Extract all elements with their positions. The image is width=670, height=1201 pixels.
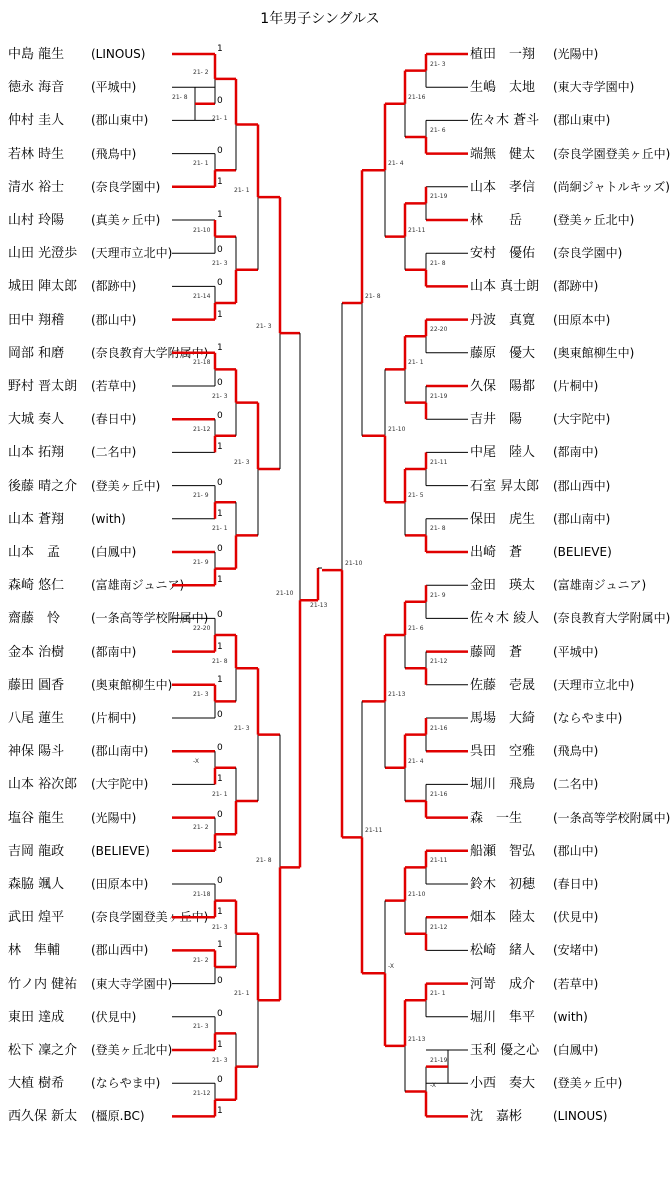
player-name: 吉岡 龍政 [8,843,65,859]
player-name: 武田 煌平 [8,910,65,926]
match-score: 21- 2 [193,957,209,964]
player-name: 野村 晋太朗 [8,379,78,394]
match-score: 21-16 [430,791,448,798]
loser-mark: 0 [217,145,223,156]
match-score: 21- 3 [212,392,228,400]
match-score: 21- 3 [256,323,272,331]
player-name: 山村 玲陽 [8,213,65,228]
player-name: 東田 達成 [8,1009,65,1025]
player-affiliation: (尚絅ジャトルキッズ) [553,179,670,194]
match-score: 21-10 [345,560,363,568]
player-affiliation: (飛鳥中) [553,744,599,759]
player-name: 中尾 陸人 [470,445,536,461]
player-affiliation: (天理市立北中) [553,677,635,692]
match-score: 21-12 [193,425,211,433]
loser-mark: 0 [217,411,223,422]
player-name: 堀川 隼平 [470,1009,536,1025]
player-name: 城田 陣太郎 [8,279,78,295]
match-score: 21-16 [430,724,448,732]
player-affiliation: (天理市立北中) [91,246,173,261]
player-affiliation: (奈良教育大学附属中) [553,611,670,626]
player-affiliation: (光陽中) [553,47,599,61]
player-name: 河嵜 成介 [470,976,536,992]
match-score: -X [193,757,199,765]
player-name: 林 岳 [470,213,523,228]
player-affiliation: (BELIEVE) [91,843,150,858]
match-score: 21- 1 [234,990,250,998]
player-affiliation: (奈良学園中) [553,246,623,261]
player-name: 沈 嘉彬 [470,1109,523,1125]
player-name: 森脇 颯人 [8,877,65,892]
match-score: 21- 6 [430,127,446,134]
player-name: 畑本 陸太 [470,910,536,926]
player-name: 丹波 真寛 [470,312,536,328]
player-affiliation: (LINOUS) [91,47,146,61]
match-score: -X [430,1081,436,1089]
player-name: 田中 翔稽 [8,312,65,328]
match-score: 21- 4 [408,757,424,765]
match-score: 21-12 [430,658,448,666]
loser-mark: 0 [217,1075,223,1086]
player-affiliation: (LINOUS) [553,1109,608,1124]
match-score: 21-16 [408,93,426,101]
player-name: 安村 優佑 [470,246,536,262]
match-score: 21- 3 [193,1023,209,1031]
player-affiliation: (富雄南ジュニア) [553,578,647,593]
player-affiliation: (片桐中) [91,711,137,725]
player-name: 森崎 悠仁 [8,578,65,594]
player-name: 神保 陽斗 [8,744,65,760]
player-affiliation: (東大寺学園中) [91,976,173,991]
player-name: 塩谷 龍生 [8,810,65,826]
match-score: 21- 1 [408,359,424,367]
match-score: 21- 8 [430,259,446,267]
loser-mark: 0 [217,743,223,754]
match-score: 21-10 [193,226,211,234]
player-name: 生嶋 太地 [470,80,536,96]
player-name: 藤岡 蒼 [470,644,523,660]
player-affiliation: (伏見中) [91,1009,137,1024]
match-score: 21-12 [430,923,448,931]
winner-mark: 1 [217,342,223,353]
player-name: 松下 凜之介 [8,1043,78,1058]
player-name: 清水 裕士 [8,179,65,195]
player-name: 吉井 陽 [470,412,523,428]
match-score: 21- 1 [193,160,209,168]
winner-mark: 1 [217,508,223,519]
player-name: 八尾 蓮生 [8,711,65,726]
loser-mark: 0 [217,378,223,388]
player-name: 山本 裕次郎 [8,777,78,793]
player-affiliation: (奥東館柳生中) [553,345,635,360]
player-affiliation: (登美ヶ丘中) [553,1076,623,1091]
page-title: 1年男子シングルス [260,11,380,27]
winner-mark: 1 [217,674,223,685]
player-affiliation: (真美ヶ丘中) [91,213,161,227]
loser-mark: 0 [217,1008,223,1019]
match-score: 21- 1 [212,525,228,533]
match-score: 21- 3 [212,1056,228,1064]
player-name: 馬場 大綺 [470,711,536,726]
match-score: 21-11 [430,459,448,466]
match-score: 21- 1 [212,791,228,798]
player-affiliation: (若草中) [91,379,137,393]
match-score: 21-13 [388,691,406,699]
match-score: 21-11 [365,827,383,835]
player-name: 山本 孟 [8,545,61,560]
player-affiliation: (伏見中) [553,910,599,925]
player-affiliation: (郡山西中) [91,943,149,958]
player-affiliation: (平城中) [91,80,137,95]
match-score: 21-19 [430,392,448,400]
match-score: 21- 8 [430,525,446,533]
player-affiliation: (東大寺学園中) [553,80,635,95]
match-score: 21- 9 [193,492,209,500]
winner-mark: 1 [217,840,223,851]
player-affiliation: (都跡中) [91,279,137,294]
player-affiliation: (奈良学園登美ヶ丘中) [553,146,670,161]
match-score: 21-11 [430,857,448,865]
winner-mark: 1 [217,210,223,220]
player-affiliation: (BELIEVE) [553,545,612,559]
winner-mark: 1 [217,907,223,918]
match-score: 21-18 [193,359,211,367]
player-name: 中島 龍生 [8,47,65,62]
player-name: 玉利 優之心 [470,1043,540,1058]
winner-mark: 1 [217,309,223,320]
match-score: 22-20 [430,326,448,334]
player-name: 佐々木 綾人 [470,611,540,627]
player-affiliation: (郡山南中) [553,511,611,526]
player-name: 山田 光澄歩 [8,246,78,262]
winner-mark: 1 [217,575,223,586]
match-score: 21- 8 [212,658,228,666]
match-score: 21- 1 [430,990,446,998]
player-affiliation: (春日中) [91,412,137,427]
player-name: 徳永 海音 [8,80,65,96]
match-score: 21- 3 [234,724,250,732]
match-score: 21- 8 [172,93,188,101]
loser-mark: 0 [217,544,223,554]
match-score: 21-10 [276,590,294,598]
player-name: 山本 蒼翔 [8,511,65,527]
player-name: 山本 真士朗 [470,279,540,295]
player-name: 呉田 空雅 [470,744,536,760]
player-affiliation: (若草中) [553,976,599,991]
player-name: 植田 一翔 [470,47,536,62]
player-name: 小西 奏大 [470,1076,536,1092]
player-affiliation: (郡山中) [91,312,137,327]
final-score: 21-13 [310,602,328,609]
match-score: 21-11 [408,226,426,234]
player-affiliation: (田原本中) [553,312,611,327]
player-affiliation: (登美ヶ丘北中) [91,1043,173,1057]
player-affiliation: (都南中) [91,644,137,659]
winner-mark: 1 [217,44,223,54]
player-name: 竹ノ内 健祐 [8,976,78,992]
match-score: 21-10 [388,425,406,433]
player-name: 石室 昇太郎 [470,478,540,494]
match-score: 21- 1 [234,187,250,195]
player-affiliation: (ならやま中) [553,711,623,725]
match-score: 21-14 [193,293,211,300]
player-affiliation: (郡山西中) [553,478,611,493]
player-affiliation: (飛鳥中) [91,146,137,161]
player-affiliation: (ならやま中) [91,1076,161,1091]
match-score: 21- 2 [193,824,209,832]
player-name: 大植 樹希 [8,1076,65,1092]
player-affiliation: (登美ヶ丘北中) [553,213,635,227]
match-score: 21- 8 [365,293,381,300]
loser-mark: 0 [217,477,223,488]
player-affiliation: (橿原.BC) [91,1109,145,1124]
player-affiliation: (安堵中) [553,943,599,958]
loser-mark: 0 [217,809,223,820]
player-affiliation: (片桐中) [553,379,599,393]
match-score: 21- 4 [388,160,404,168]
player-affiliation: (大宇陀中) [91,777,149,792]
player-name: 西久保 新太 [8,1109,78,1125]
player-name: 堀川 飛鳥 [470,777,536,793]
player-name: 端無 健太 [470,146,536,162]
loser-mark: 0 [217,975,223,986]
player-affiliation: (郡山南中) [91,744,149,759]
player-name: 保田 虎生 [470,511,536,527]
match-score: 21- 8 [256,857,272,865]
player-name: 藤田 圓香 [8,677,65,693]
player-name: 佐藤 壱晟 [470,677,536,693]
player-name: 久保 陽都 [470,379,536,394]
player-affiliation: (郡山東中) [553,113,611,128]
player-name: 船瀬 智弘 [470,843,536,859]
match-score: 21- 9 [430,591,446,599]
match-score: 21-18 [193,890,211,898]
player-affiliation: (奥東館柳生中) [91,677,173,692]
player-name: 佐々木 蒼斗 [470,113,540,129]
player-name: 藤原 優大 [470,345,536,361]
loser-mark: 0 [217,278,223,289]
player-affiliation: (春日中) [553,877,599,891]
player-name: 仲村 圭人 [8,113,65,129]
match-score: 21-10 [408,890,426,898]
player-name: 岡部 和磨 [8,345,65,361]
loser-mark: 0 [217,610,223,621]
player-name: 出崎 蒼 [470,545,523,560]
player-name: 齋藤 怜 [8,611,61,627]
match-score: 21- 1 [212,114,228,122]
player-name: 森 一生 [470,810,523,826]
player-affiliation: (都跡中) [553,279,599,294]
player-name: 金本 治樹 [8,644,65,660]
player-affiliation: (大宇陀中) [553,412,611,427]
winner-mark: 1 [217,1106,223,1117]
match-score: 21- 2 [193,68,209,76]
player-name: 林 隼輔 [8,943,61,959]
player-affiliation: (平城中) [553,644,599,659]
winner-mark: 1 [217,1040,223,1050]
player-affiliation: (with) [553,1009,588,1024]
loser-mark: 0 [217,876,223,886]
player-affiliation: (with) [91,511,126,526]
match-score: 21- 3 [234,459,250,466]
player-affiliation: (白鳳中) [553,1043,599,1057]
winner-mark: 1 [217,774,223,785]
player-affiliation: (奈良学園登美ヶ丘中) [91,910,209,925]
player-name: 後藤 晴之介 [8,478,78,494]
loser-mark: 0 [217,245,223,256]
player-name: 鈴木 初穂 [470,877,536,892]
match-score: 21- 9 [193,558,209,566]
match-score: 21- 6 [408,625,424,632]
match-score: 21-19 [430,193,448,201]
player-affiliation: (都南中) [553,445,599,460]
player-name: 松崎 緒人 [470,943,536,959]
player-affiliation: (登美ヶ丘中) [91,478,161,493]
player-name: 若林 時生 [8,146,65,162]
player-affiliation: (二名中) [91,445,137,460]
match-score: 21- 5 [408,492,424,500]
match-score: 21- 3 [193,691,209,699]
player-affiliation: (田原本中) [91,877,149,891]
match-score: 21-13 [408,1035,426,1043]
player-affiliation: (奈良学園中) [91,179,161,194]
player-name: 山本 拓翔 [8,445,65,461]
match-score: 21-12 [193,1089,211,1097]
player-name: 大城 奏人 [8,412,65,428]
player-affiliation: (奈良教育大学附属中) [91,345,209,360]
player-name: 山本 孝信 [470,179,536,195]
match-score: 22-20 [193,625,211,632]
loser-mark: 0 [217,95,223,106]
match-score: 21- 3 [212,259,228,267]
player-affiliation: (一条高等学校附属中) [553,810,670,825]
winner-mark: 1 [217,176,223,187]
player-affiliation: (一条高等学校附属中) [91,611,209,626]
match-score: -X [388,963,394,971]
player-affiliation: (郡山東中) [91,113,149,128]
match-score: 21- 3 [430,60,446,68]
winner-mark: 1 [217,641,223,652]
player-affiliation: (白鳳中) [91,545,137,559]
player-affiliation: (富雄南ジュニア) [91,578,185,593]
match-score: 21-19 [430,1056,448,1064]
winner-mark: 1 [217,940,223,951]
player-name: 金田 瑛太 [470,578,536,594]
player-affiliation: (二名中) [553,777,599,792]
winner-mark: 1 [217,442,223,453]
player-affiliation: (光陽中) [91,810,137,825]
match-score: 21- 3 [212,923,228,931]
player-affiliation: (郡山中) [553,843,599,858]
loser-mark: 0 [217,710,223,720]
